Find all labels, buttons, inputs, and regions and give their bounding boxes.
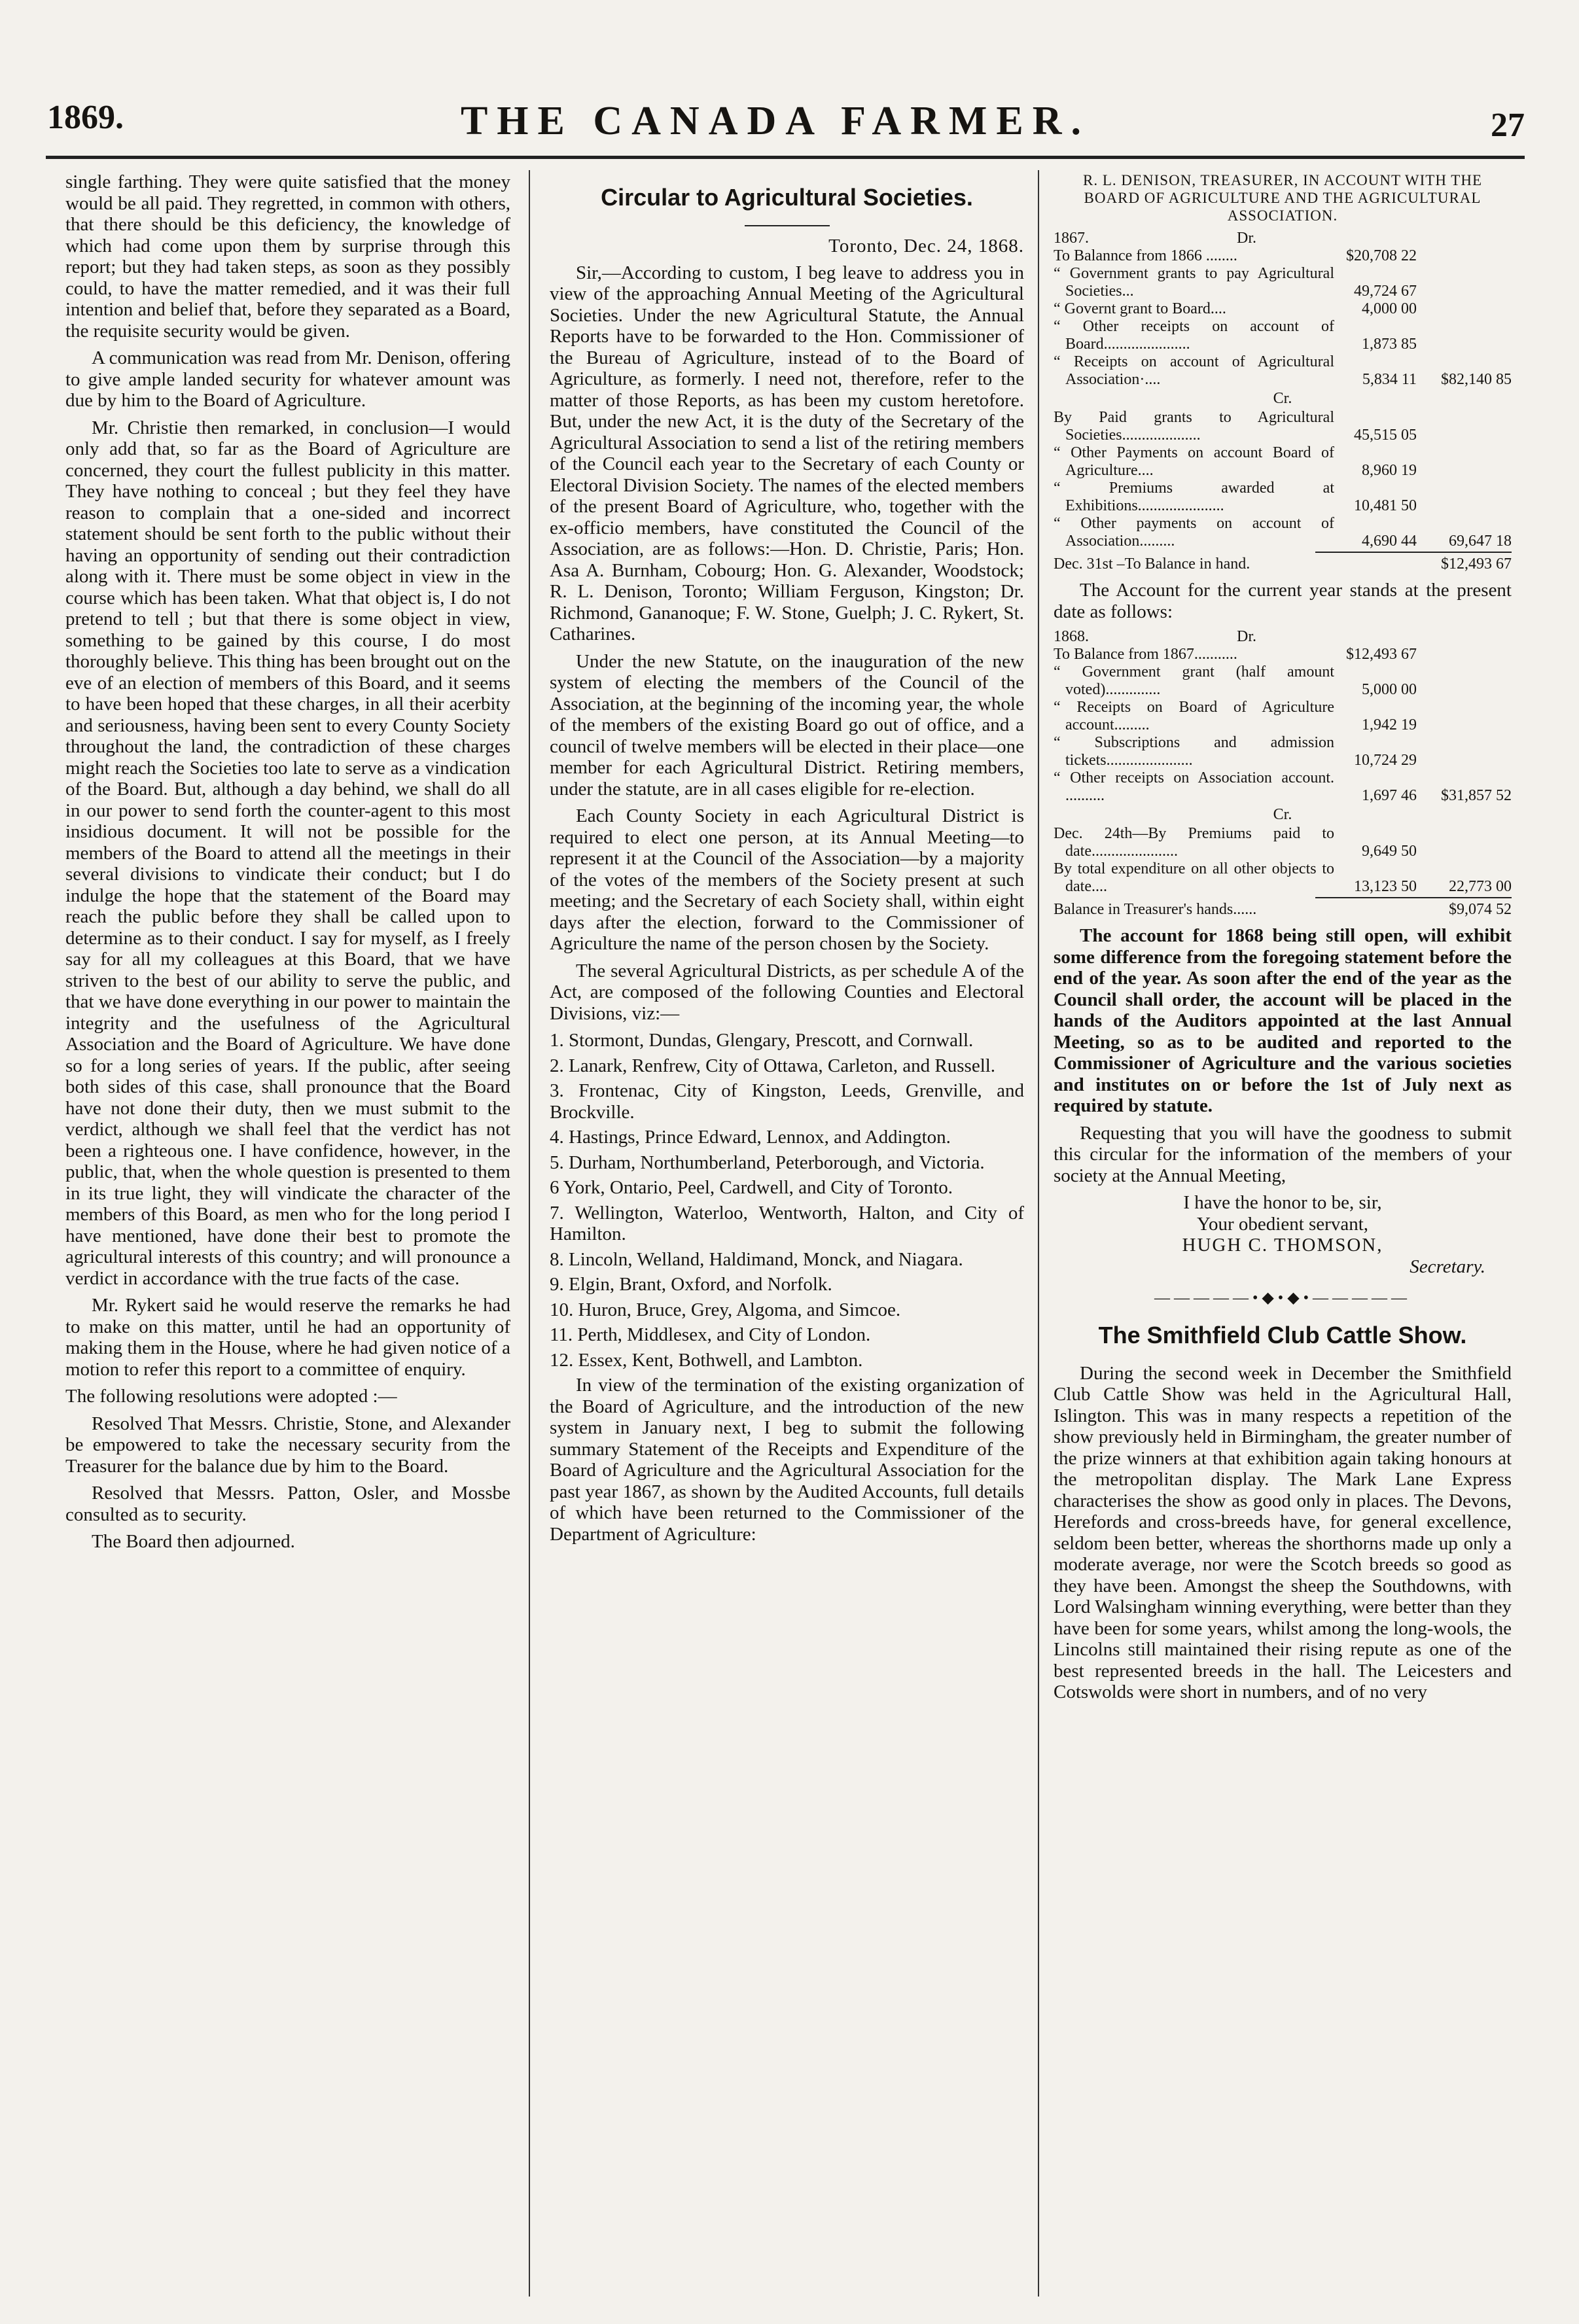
balance-row <box>1054 901 1512 919</box>
list-item: 7. Wellington, Waterloo, Wentworth, Halton, and City of Hamilton. <box>550 1202 1024 1244</box>
account-row <box>1054 860 1512 896</box>
paragraph: The Account for the current year stands at the present date as follows: <box>1054 580 1512 622</box>
balance-label: Balance in Treasurer's hands...... <box>1054 901 1257 918</box>
closing-line: Your obedient servant, <box>1196 1213 1369 1235</box>
account-label: “ Governt grant to Board.... <box>1054 300 1226 317</box>
paragraph: Requesting that you will have the goodness to submit this circular for the information of the members of your society at the Annual Meeting, <box>1054 1122 1512 1186</box>
account-row <box>1054 265 1512 300</box>
account-label: “ Subscriptions and admission tickets...................... <box>1054 734 1334 769</box>
account-amount: 1,942 19 <box>1362 716 1417 733</box>
account-label: “ Premiums awarded at Exhibitions...................... <box>1054 480 1334 514</box>
account-label: “ Government grants to pay Agricultural Societies... <box>1054 265 1334 300</box>
debit-label: Dr. <box>1237 628 1256 645</box>
newspaper-title: THE CANADA FARMER. <box>460 99 1091 143</box>
account-amount: 9,649 50 <box>1362 843 1417 860</box>
account-label: To Balance from 1867........... <box>1054 646 1237 663</box>
account-label: “ Government grant (half amount voted).............. <box>1054 663 1334 698</box>
account-label: Dec. 24th—By Premiums paid to date...................... <box>1054 825 1334 860</box>
paragraph: The following resolutions were adopted :— <box>65 1386 397 1407</box>
article-heading: Circular to Agricultural Societies. <box>601 184 973 211</box>
list-item: 10. Huron, Bruce, Grey, Algoma, and Simcoe. <box>550 1299 901 1320</box>
account-year: 1867. <box>1054 230 1089 247</box>
paragraph: Each County Society in each Agricultural District is required to elect one person, at its Annual Meeting—to represent it at the Council of the Association—by a majority of the votes of the members of the Society present at such meeting; and the Secretary of each Society shall, within eight days after the election, forward to the Commissioner of Agriculture the name of the person chosen by the Society. <box>550 805 1024 954</box>
header-rule <box>46 156 1525 159</box>
article-heading: The Smithfield Club Cattle Show. <box>1098 1321 1467 1348</box>
list-item: 6 York, Ontario, Peel, Cardwell, and City of Toronto. <box>550 1177 953 1198</box>
list-item: 4. Hastings, Prince Edward, Lennox, and Addington. <box>550 1127 951 1148</box>
account-1868 <box>1054 628 1512 919</box>
balance-amount: $12,493 67 <box>1441 555 1512 572</box>
account-row <box>1054 409 1512 444</box>
signature-title: Secretary. <box>1410 1256 1485 1277</box>
balance-amount: $9,074 52 <box>1449 901 1512 918</box>
paragraph: Resolved That Messrs. Christie, Stone, and Alexander be empowered to take the necessary security from the Treasurer for the balance due by him to the Board. <box>65 1413 510 1477</box>
list-item: 5. Durham, Northumberland, Peterborough, and Victoria. <box>550 1152 985 1173</box>
account-label: “ Other receipts on Association account. .......... <box>1054 769 1334 804</box>
account-row <box>1054 353 1512 389</box>
account-amount: 4,000 00 <box>1362 300 1417 317</box>
account-amount: 1,697 46 <box>1362 787 1417 804</box>
list-item: 8. Lincoln, Welland, Haldimand, Monck, and Niagara. <box>550 1248 963 1270</box>
account-label: “ Other payments on account of Association......... <box>1054 515 1334 550</box>
account-row <box>1054 247 1512 265</box>
account-total: 69,647 18 <box>1449 533 1512 550</box>
account-amount: 5,000 00 <box>1362 681 1417 698</box>
account-label: “ Receipts on account of Agricultural Association·.... <box>1054 353 1334 388</box>
account-amount: 1,873 85 <box>1362 336 1417 353</box>
account-heading: R. L. DENISON, TREASURER, IN ACCOUNT WITH THE BOARD OF AGRICULTURE AND THE AGRICULTURAL ASSOCIATION. <box>1082 172 1482 224</box>
paragraph: In view of the termination of the existing organization of the Board of Agriculture, and the introduction of the new system in January next, I beg to submit the following summary Statement of the Receipts and Expenditure of the Board of Agriculture and the Agricultural Association for the past year 1867, as shown by the Audited Accounts, full details of which have been returned to the Commissioner of the Department of Agriculture: <box>550 1375 1024 1545</box>
balance-row <box>1054 555 1512 573</box>
account-total: $82,140 85 <box>1441 371 1512 388</box>
signature-name: HUGH C. THOMSON, <box>1182 1235 1383 1256</box>
credit-label: Cr. <box>1273 806 1292 823</box>
paragraph: The account for 1868 being still open, will exhibit some difference from the foregoing statement before the end of the year. As soon after the end of the year as the Council shall order, the account will be placed in the hands of the Auditors appointed at the last Annual Meeting, so as to be audited and reported to the Commissioner of Agriculture and the various societies and institutes on or before the 1st of July next as required by statute. <box>1054 925 1512 1116</box>
account-label: By total expenditure on all other objects to date.... <box>1054 860 1334 895</box>
paragraph: Under the new Statute, on the inauguration of the new system of electing the members of the Council of the Association, at the beginning of the incoming year, the whole of the members of the existing Board go out of office, and a council of twelve members will be elected in their place—one member for each Agricultural District. Retiring members, under the statute, are in all cases eligible for re-election. <box>550 650 1024 800</box>
account-amount: $12,493 67 <box>1346 646 1417 663</box>
total-rule <box>1315 897 1512 898</box>
account-total: $31,857 52 <box>1441 787 1512 804</box>
account-row <box>1054 480 1512 515</box>
issue-year: 1869. <box>47 99 124 136</box>
account-row <box>1054 300 1512 318</box>
closing-line: I have the honor to be, sir, <box>1183 1192 1382 1213</box>
paragraph: Resolved that Messrs. Patton, Osler, and Mossbe consulted as to security. <box>65 1483 510 1525</box>
column-left <box>65 171 510 2291</box>
paragraph: The Board then adjourned. <box>92 1531 295 1552</box>
paragraph: Mr. Christie then remarked, in conclusion—I would only add that, so far as the Board of Agriculture are concerned, they court the fullest publicity in this matter. They have nothing to conceal ; but they feel they have reason to complain that a one-sided and incorrect statement should be sent forth to the public without their having an opportunity of sending out their contradiction along with it. There must be some object in view in the course which has been taken. What that object is, I do not pretend to tell ; but that there is some object in view, something to be gained by this course, I do most thoroughly believe. This thing has been brought out on the eve of an election of members of this Board, and it seems to have been hoped that these charges, in all their acerbity and seriousness, having been sent to every County Society throughout the land, the contradiction of these charges might reach the Societies too late to serve as a vindication of the Board. But, although a day behind, we shall do all in our power to send forth the counter-agent to this most insidious document. It will not be possible for the members of the Board to attend all the meetings in their several divisions to vindicate their conduct; but I do indulge the hope that the statement of the Board may reach the public before they shall be called upon to determine as to their conduct. I say for myself, as I freely say for all my colleagues at this Board, that we have striven to the best of our ability to serve the public, and that we have done everything in our power to maintain the integrity and the usefulness of the Agricultural Association and the Board of Agriculture. We have done so for a long series of years. If the public, after seeing both sides of this case, shall pronounce that the Board have not done their duty, then we must submit to the verdict, although we shall feel that the verdict has not been a righteous one. I have confidence, however, in the public, that, when the whole question is presented to them in its true light, they will vindicate the character of the members of this Board, as men who for the long period I have mentioned, have done their best to promote the agricultural interests of this country; and will pronounce a verdict in accordance with the true facts of the case. <box>65 417 510 1289</box>
list-item: 2. Lanark, Renfrew, City of Ottawa, Carleton, and Russell. <box>550 1055 996 1076</box>
list-item: 3. Frontenac, City of Kingston, Leeds, Grenville, and Brockville. <box>550 1080 1024 1123</box>
account-label: “ Receipts on Board of Agriculture account......... <box>1054 699 1334 733</box>
list-item: 11. Perth, Middlesex, and City of London. <box>550 1324 871 1345</box>
account-row <box>1054 769 1512 805</box>
account-total: 22,773 00 <box>1449 878 1512 895</box>
account-amount: 10,724 29 <box>1354 752 1417 769</box>
column-divider <box>529 170 530 2297</box>
debit-label: Dr. <box>1237 230 1256 247</box>
account-year-row <box>1054 628 1512 646</box>
list-item: 9. Elgin, Brant, Oxford, and Norfolk. <box>550 1274 832 1295</box>
account-amount: 49,724 67 <box>1354 283 1417 300</box>
account-row <box>1054 444 1512 480</box>
dateline: Toronto, Dec. 24, 1868. <box>828 236 1024 256</box>
total-rule <box>1315 552 1512 553</box>
page-number: 27 <box>1491 107 1525 144</box>
column-divider <box>1038 170 1039 2297</box>
account-amount: 45,515 05 <box>1354 427 1417 444</box>
account-amount: 4,690 44 <box>1362 533 1417 550</box>
account-1867 <box>1054 230 1512 573</box>
column-middle <box>550 171 1024 2291</box>
account-amount: 13,123 50 <box>1354 878 1417 895</box>
account-row <box>1054 825 1512 860</box>
paragraph: single farthing. They were quite satisfied that the money would be all paid. They regretted, in common with others, that there should be this deficiency, the knowledge of which had come upon them by surprise through this report; but they had taken steps, as soon as they possibly could, to have the matter remedied, and it was their full intention and belief that, before they separated as a Board, the requisite security would be given. <box>65 171 510 342</box>
masthead <box>26 98 1525 157</box>
paragraph: During the second week in December the Smithfield Club Cattle Show was held in the Agricultural Hall, Islington. This was in many respects a repetition of the show previously held in Birmingham, the greater number of the prize winners at that exhibition again taking honours at the metropolitan display. The Mark Lane Express characterises the show as good only in places. The Devons, Herefords and cross-breeds have, for general excellence, seldom been better, whereas the shorthorns made up only a moderate average, nor were the Scotch breeds so good as they have been. Amongst the sheep the Southdowns, with Lord Walsingham winning everything, were better than they have been for some years, whilst among the long-wools, the Lincolns still maintained their rising repute as one of the best represented breeds in the hall. The Leicesters and Cotswolds were short in numbers, and of no very <box>1054 1362 1512 1702</box>
account-year: 1868. <box>1054 628 1089 645</box>
account-row <box>1054 699 1512 734</box>
account-row <box>1054 646 1512 663</box>
paragraph: Mr. Rykert said he would reserve the remarks he had to make on this matter, until he had an opportunity of making them in the House, where he had given notice of a motion to refer this report to a committee of enquiry. <box>65 1295 510 1380</box>
heading-rule <box>745 225 830 226</box>
ornament-divider: —————•◆•◆•————— <box>1154 1290 1411 1307</box>
column-right <box>1054 171 1512 2291</box>
paragraph: A communication was read from Mr. Denison, offering to give ample landed security for whatever amount was due by him to the Board of Agriculture. <box>65 347 510 411</box>
account-year-row <box>1054 230 1512 247</box>
account-label: By Paid grants to Agricultural Societies.................... <box>1054 409 1334 444</box>
account-amount: 8,960 19 <box>1362 462 1417 479</box>
account-amount: $20,708 22 <box>1346 247 1417 264</box>
account-label: To Balannce from 1866 ........ <box>1054 247 1237 264</box>
account-amount: 10,481 50 <box>1354 497 1417 514</box>
paragraph: Sir,—According to custom, I beg leave to address you in view of the approaching Annual Meeting of the Agricultural Societies. Under the new Agricultural Statute, the Annual Reports have to be forwarded to the Hon. Commissioner of the Bureau of Agriculture, instead of to the Board of Agriculture, as formerly. I need not, therefore, refer to the matter of those Reports, as has been my custom heretofore. But, under the new Act, it is the duty of the Secretary of the Agricultural Association to send a list of the retiring members of the Council each year to the Secretary of each County or Electoral Division Society. The names of the elected members of the present Board of Agriculture, who, together with the ex-officio members, have constituted the Council of the Association, are as follows:—Hon. D. Christie, Paris; Hon. Asa A. Burnham, Cobourg; Hon. G. Alexander, Woodstock; R. L. Denison, Toronto; William Ferguson, Kingston; Dr. Richmond, Gananoque; F. W. Stone, Guelph; J. C. Rykert, St. Catharines. <box>550 262 1024 644</box>
credit-label: Cr. <box>1273 390 1292 407</box>
list-item: 12. Essex, Kent, Bothwell, and Lambton. <box>550 1349 863 1371</box>
paragraph: The several Agricultural Districts, as per schedule A of the Act, are composed of the following Counties and Electoral Divisions, viz:— <box>550 960 1024 1024</box>
account-row <box>1054 318 1512 353</box>
list-item: 1. Stormont, Dundas, Glengary, Prescott, and Cornwall. <box>550 1030 974 1051</box>
account-row <box>1054 515 1512 550</box>
district-list <box>550 1030 1024 1371</box>
account-row <box>1054 663 1512 699</box>
account-amount: 5,834 11 <box>1362 371 1417 388</box>
account-label: “ Other receipts on account of Board...................... <box>1054 318 1334 353</box>
account-label: “ Other Payments on account Board of Agriculture.... <box>1054 444 1334 479</box>
balance-label: Dec. 31st –To Balance in hand. <box>1054 555 1251 572</box>
account-row <box>1054 734 1512 769</box>
